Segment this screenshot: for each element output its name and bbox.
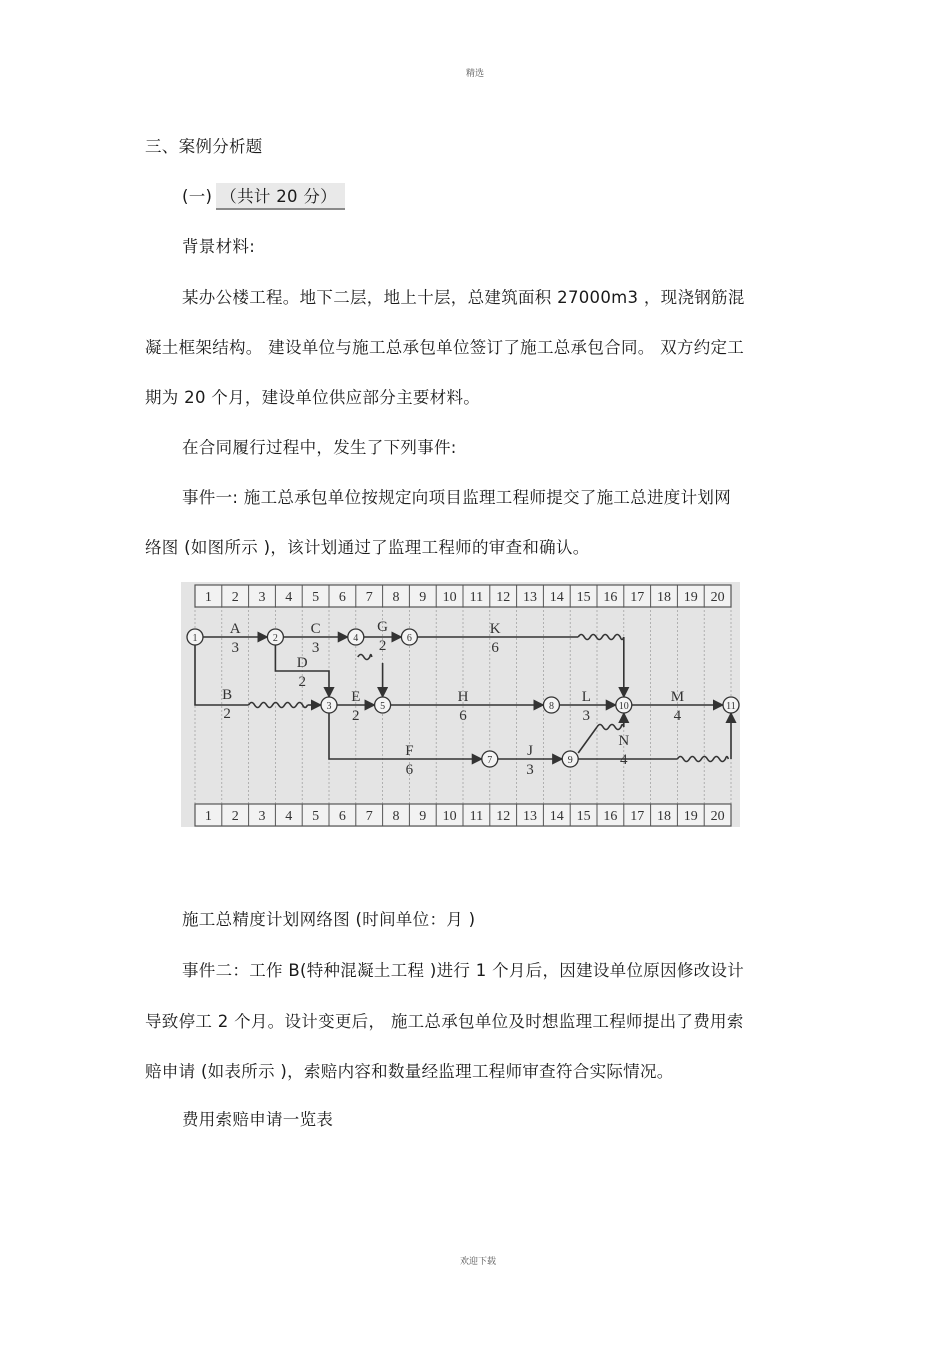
month-label: 16 — [603, 590, 618, 605]
month-label: 11 — [469, 590, 484, 605]
activity-name: J — [527, 743, 533, 759]
table-title: 费用索赔申请一览表 — [182, 1110, 334, 1129]
month-label: 2 — [231, 590, 239, 605]
subsection-heading — [182, 183, 345, 210]
paragraph-line: 赔申请 (如表所示 )，索赔内容和数量经监理工程师审查符合实际情况。 — [145, 1062, 674, 1081]
activity-duration: 2 — [378, 638, 387, 654]
activity-name: A — [229, 621, 241, 637]
month-label: 2 — [231, 809, 239, 824]
month-label: 19 — [683, 590, 698, 605]
month-label: 6 — [338, 590, 346, 605]
paragraph-line: 事件二：工作 B(特种混凝土工程 )进行 1 个月后，因建设单位原因修改设计 — [182, 961, 745, 980]
activity-duration: 4 — [673, 708, 682, 724]
paragraph-line: 络图 (如图所示 )，该计划通过了监理工程师的审查和确认。 — [145, 538, 590, 557]
month-label: 4 — [285, 809, 293, 824]
page-header: 精选 — [466, 69, 485, 79]
month-label: 6 — [338, 809, 346, 824]
activity-name: F — [405, 743, 414, 759]
diagram-caption: 施工总精度计划网络图 (时间单位：月 ) — [182, 910, 476, 929]
network-diagram — [181, 582, 740, 827]
node-label: 9 — [567, 755, 573, 766]
activity-duration: 6 — [405, 762, 414, 778]
activity-name: M — [670, 689, 685, 705]
activity-duration: 6 — [459, 708, 467, 724]
month-label: 19 — [683, 809, 698, 824]
month-label: 7 — [365, 590, 373, 605]
activity-duration: 4 — [620, 752, 628, 768]
activity-name: H — [457, 689, 469, 705]
background-label: 背景材料: — [182, 237, 256, 256]
activity-name: B — [222, 687, 233, 703]
activity-duration: 6 — [491, 640, 499, 656]
month-label: 20 — [710, 809, 725, 824]
paragraph-line: 期为 20 个月，建设单位供应部分主要材料。 — [145, 388, 481, 407]
activity-name: C — [310, 621, 321, 637]
node-label: 1 — [192, 633, 198, 644]
month-label: 9 — [419, 590, 427, 605]
month-label: 16 — [603, 809, 618, 824]
activity-name: G — [377, 619, 389, 635]
activity-name: N — [618, 733, 630, 749]
month-label: 11 — [469, 809, 484, 824]
paragraph-line: 导致停工 2 个月。设计变更后， 施工总承包单位及时想监理工程师提出了费用索 — [145, 1012, 744, 1031]
subsection-prefix: (一) — [182, 187, 213, 206]
month-label: 17 — [630, 809, 645, 824]
node-label: 4 — [353, 633, 359, 644]
month-label: 18 — [657, 809, 671, 824]
activity-duration: 3 — [582, 708, 591, 724]
month-label: 8 — [392, 809, 400, 824]
month-label: 4 — [285, 590, 293, 605]
section-title: 三、案例分析题 — [145, 137, 263, 156]
month-label: 12 — [496, 590, 511, 605]
page-footer: 欢迎下载 — [460, 1257, 497, 1267]
score-label: （共计 20 分） — [216, 183, 345, 210]
activity-duration: 2 — [298, 674, 306, 690]
activity-name: D — [296, 655, 308, 671]
activity-name: E — [351, 689, 361, 705]
node-label: 11 — [726, 701, 736, 712]
month-label: 14 — [549, 809, 564, 824]
month-label: 3 — [258, 590, 266, 605]
month-label: 1 — [204, 809, 212, 824]
activity-name: K — [489, 621, 501, 637]
node-label: 3 — [326, 701, 332, 712]
activity-name: L — [581, 689, 591, 705]
node-label: 10 — [618, 701, 629, 712]
activity-duration: 3 — [231, 640, 239, 656]
month-label: 7 — [365, 809, 373, 824]
month-label: 8 — [392, 590, 400, 605]
activity-duration: 3 — [526, 762, 534, 778]
month-label: 18 — [657, 590, 671, 605]
activity-duration: 3 — [311, 640, 320, 656]
activity-duration: 2 — [352, 708, 360, 724]
paragraph-line: 某办公楼工程。地下二层，地上十层，总建筑面积 27000m3 ，现浇钢筋混 — [182, 288, 745, 307]
month-label: 13 — [523, 590, 537, 605]
month-label: 14 — [549, 590, 564, 605]
month-label: 12 — [496, 809, 511, 824]
node-label: 7 — [487, 755, 493, 766]
node-label: 6 — [406, 633, 412, 644]
month-label: 10 — [442, 590, 457, 605]
month-label: 10 — [442, 809, 457, 824]
month-label: 9 — [419, 809, 427, 824]
month-label: 5 — [312, 809, 320, 824]
month-label: 5 — [312, 590, 320, 605]
paragraph-line: 事件一: 施工总承包单位按规定向项目监理工程师提交了施工总进度计划网 — [182, 488, 732, 507]
month-label: 17 — [630, 590, 645, 605]
node-label: 5 — [380, 701, 386, 712]
month-label: 1 — [204, 590, 212, 605]
month-label: 3 — [258, 809, 266, 824]
month-label: 20 — [710, 590, 725, 605]
month-label: 13 — [523, 809, 537, 824]
paragraph-line: 凝土框架结构。 建设单位与施工总承包单位签订了施工总承包合同。 双方约定工 — [145, 338, 745, 357]
node-label: 2 — [272, 633, 278, 644]
month-label: 15 — [576, 809, 591, 824]
activity-duration: 2 — [223, 706, 231, 722]
node-label: 8 — [548, 701, 554, 712]
paragraph-line: 在合同履行过程中，发生了下列事件: — [182, 438, 457, 457]
month-label: 15 — [576, 590, 591, 605]
